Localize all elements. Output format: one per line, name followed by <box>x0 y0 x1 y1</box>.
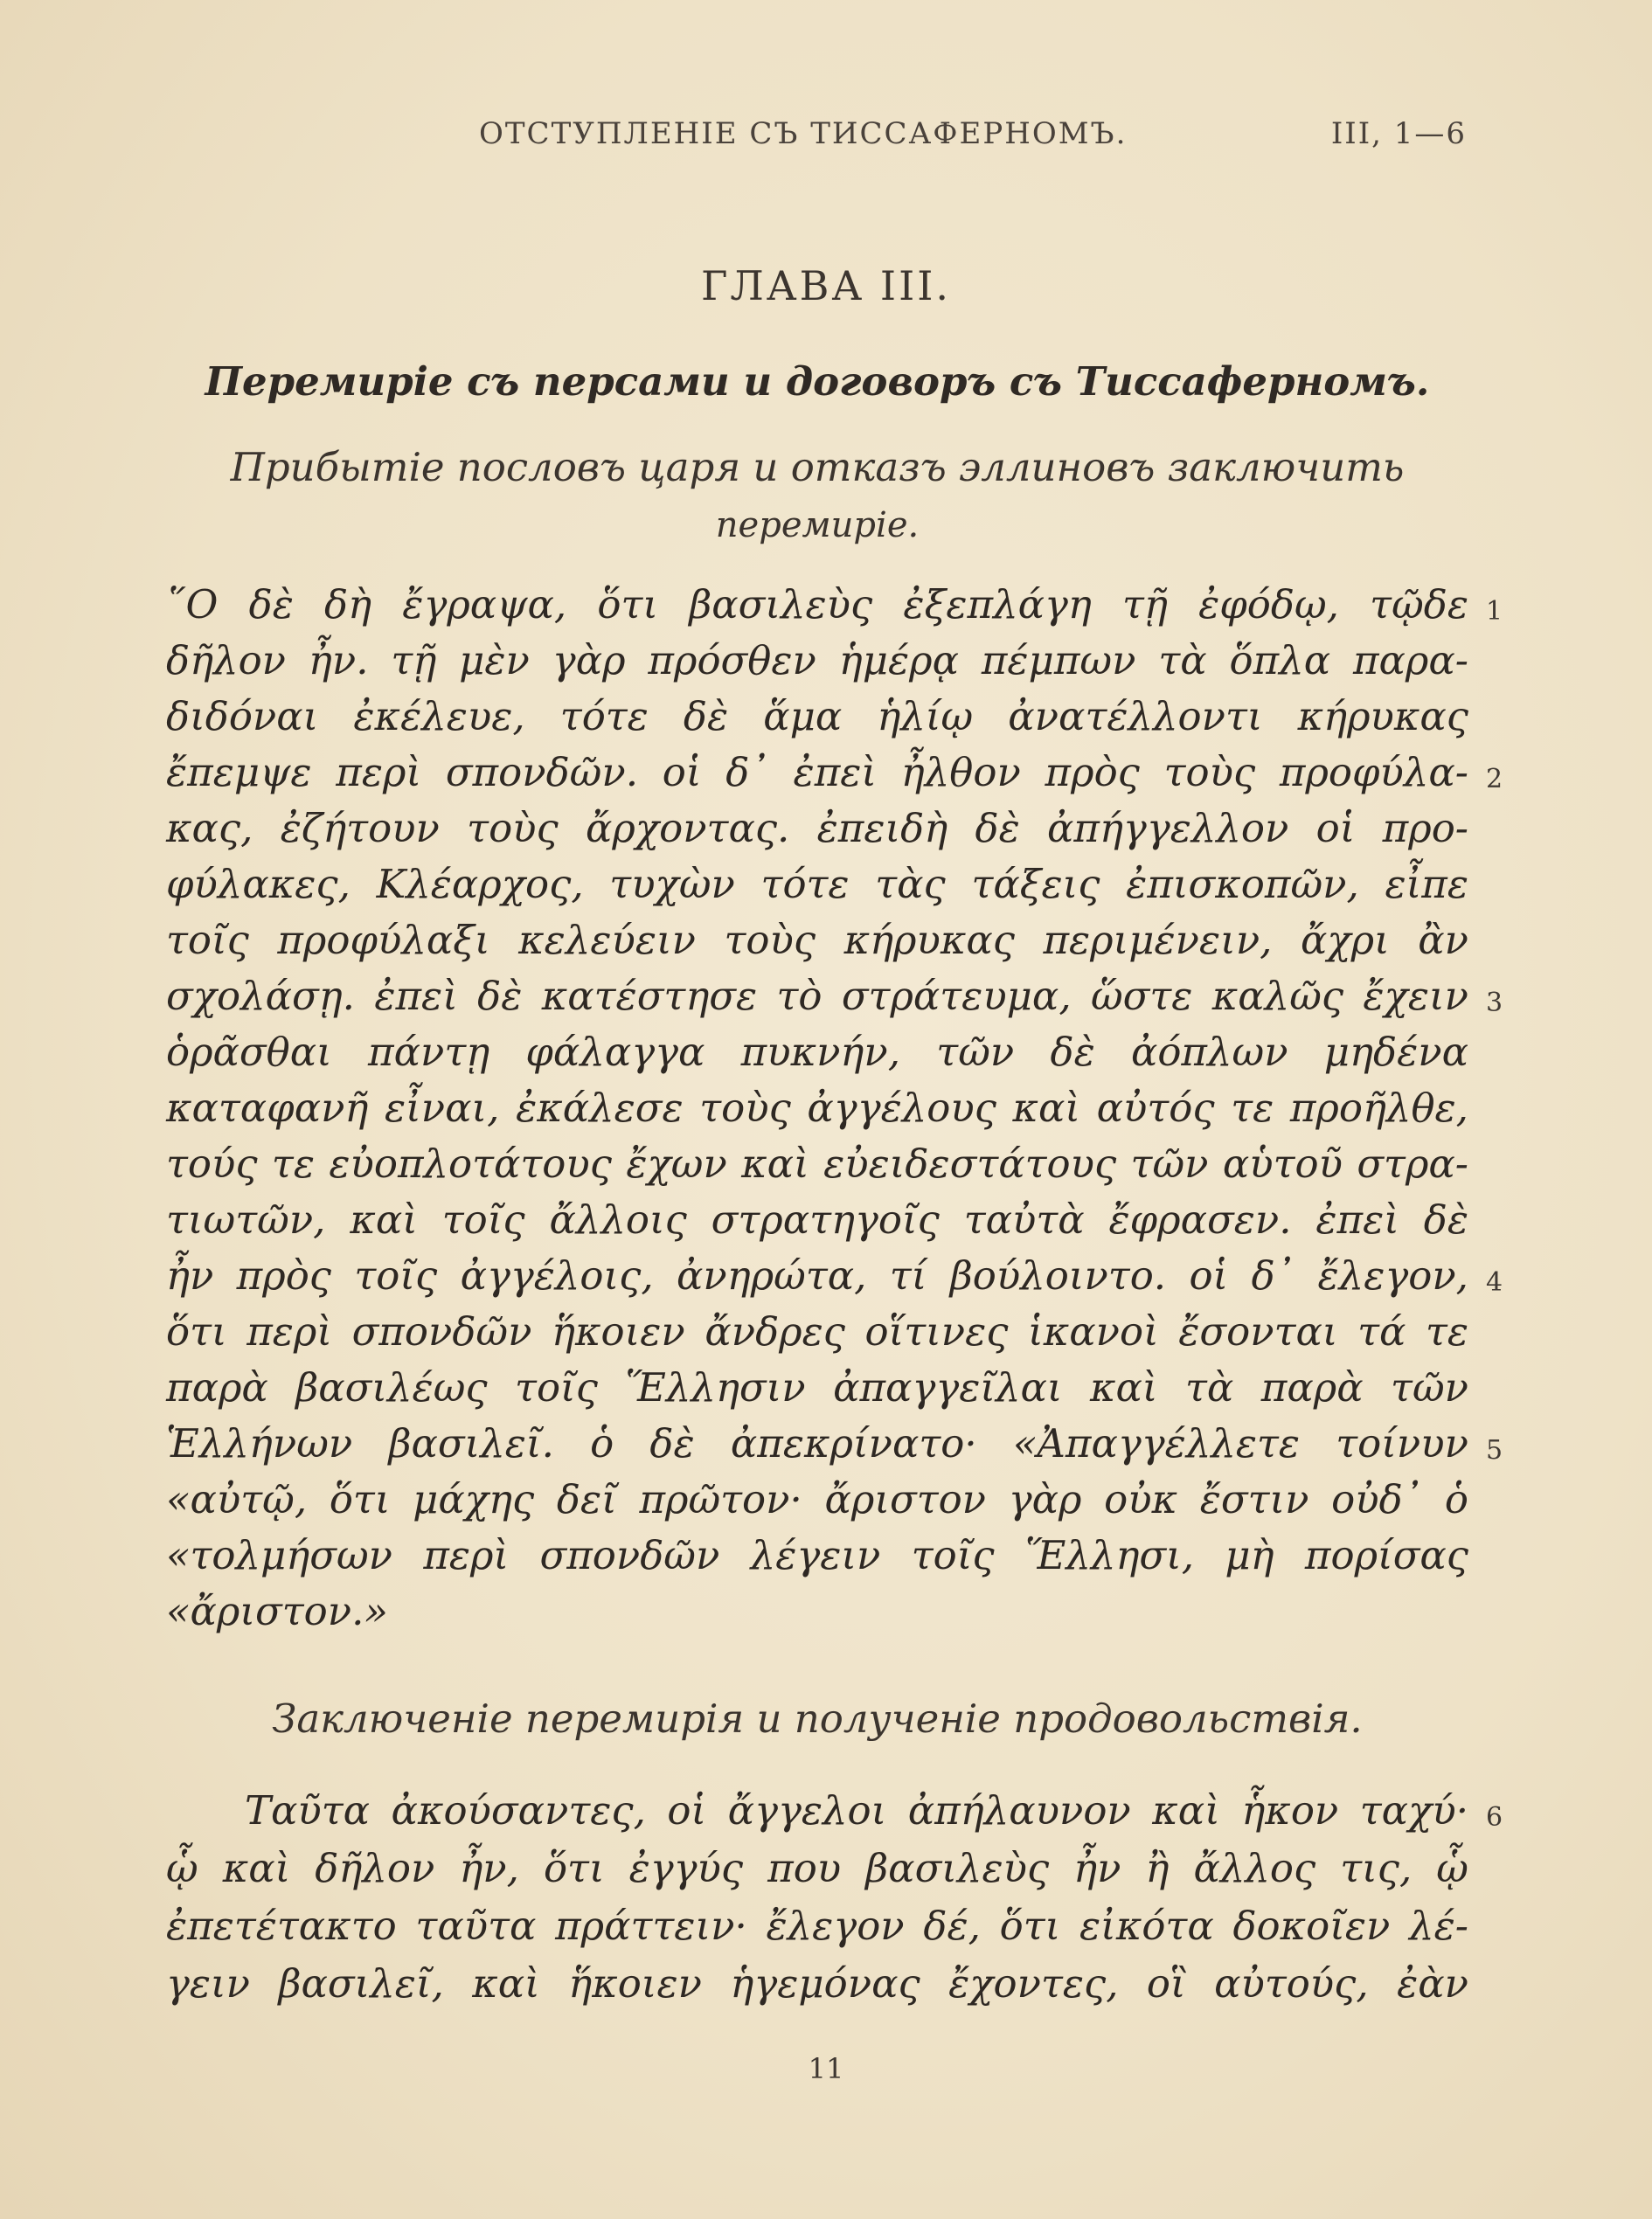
text-line: γειν βασιλεῖ, καὶ ἥκοιεν ἡγεμόνας ἔχοντες, οἳ αὐτούς, ἐὰν <box>166 1960 1468 2007</box>
margin-section-number: 1 <box>1486 596 1503 627</box>
text-line: τούς τε εὐοπλοτάτους ἔχων καὶ εὐειδεστάτους τῶν αὑτοῦ στρα- <box>166 1141 1468 1187</box>
running-head-title: ОТСТУПЛЕНІЕ СЪ ТИССАФЕРНОМЪ. <box>479 116 1128 151</box>
text-line: κας, ἐζήτουν τοὺς ἄρχοντας. ἐπειδὴ δὲ ἀπήγγελλον οἱ προ- <box>166 805 1468 851</box>
text-line: ἐπετέτακτο ταῦτα πράττειν· ἔλεγον δέ, ὅτι εἰκότα δοκοῖεν λέ- <box>166 1903 1468 1949</box>
text-line: ὅτι περὶ σπονδῶν ἥκοιεν ἄνδρες οἵτινες ἱκανοὶ ἔσονται τά τε <box>166 1308 1468 1355</box>
page-number: 11 <box>808 2052 844 2085</box>
chapter-title: ГЛАВА III. <box>700 262 952 309</box>
text-line: φύλακες, Κλέαρχος, τυχὼν τότε τὰς τάξεις ἐπισκοπῶν, εἶπε <box>166 861 1468 907</box>
margin-section-number: 6 <box>1486 1802 1503 1833</box>
text-line: Ταῦτα ἀκούσαντες, οἱ ἄγγελοι ἀπήλαυνον καὶ ἧκον ταχύ· <box>245 1787 1468 1834</box>
running-head-reference: III, 1—6 <box>1330 116 1467 151</box>
section-heading-line-1: Прибытіе пословъ царя и отказъ эллиновъ заключить <box>230 444 1405 490</box>
text-line: ῞Ο δὲ δὴ ἔγραψα, ὅτι βασιλεὺς ἐξεπλάγη τῇ ἐφόδῳ, τῷδε <box>166 581 1468 628</box>
text-line: καταφανῆ εἶναι, ἐκάλεσε τοὺς ἀγγέλους καὶ αὐτός τε προῆλθε, <box>166 1085 1468 1131</box>
text-line: τοῖς προφύλαξι κελεύειν τοὺς κήρυκας περιμένειν, ἄχρι ἂν <box>166 917 1468 963</box>
margin-section-number: 5 <box>1486 1435 1503 1466</box>
text-line: «τολμήσων περὶ σπονδῶν λέγειν τοῖς Ἕλλησι, μὴ πορίσας <box>166 1532 1468 1578</box>
text-line: διδόναι ἐκέλευε, τότε δὲ ἅμα ἡλίῳ ἀνατέλλοντι κήρυκας <box>166 693 1468 739</box>
section-heading-2: Заключеніе перемирія и полученіе продовольствія. <box>272 1695 1363 1742</box>
text-line: ὁρᾶσθαι πάντῃ φάλαγγα πυκνήν, τῶν δὲ ἀόπλων μηδένα <box>166 1029 1468 1075</box>
text-line: τιωτῶν, καὶ τοῖς ἄλλοις στρατηγοῖς ταὐτὰ ἔφρασεν. ἐπεὶ δὲ <box>166 1196 1468 1243</box>
chapter-subtitle: Перемиріе съ персами и договоръ съ Тиссаферномъ. <box>205 358 1430 405</box>
text-line: σχολάσῃ. ἐπεὶ δὲ κατέστησε τὸ στράτευμα, ὥστε καλῶς ἔχειν <box>166 973 1468 1019</box>
text-line: δῆλον ἦν. τῇ μὲν γὰρ πρόσθεν ἡμέρᾳ πέμπων τὰ ὅπλα παρα- <box>166 637 1468 683</box>
text-line: Ἑλλήνων βασιλεῖ. ὁ δὲ ἀπεκρίνατο· «Ἀπαγγέλλετε τοίνυν <box>166 1420 1468 1467</box>
margin-section-number: 3 <box>1486 988 1503 1018</box>
margin-section-number: 2 <box>1486 764 1503 794</box>
text-line: ἔπεμψε περὶ σπονδῶν. οἱ δ᾽ ἐπεὶ ἦλθον πρὸς τοὺς προφύλα- <box>166 749 1468 795</box>
text-line: ᾧ καὶ δῆλον ἦν, ὅτι ἐγγύς που βασιλεὺς ἦν ἢ ἄλλος τις, ᾧ <box>166 1845 1468 1891</box>
section-heading-line-2: перемиріе. <box>715 505 920 545</box>
text-line: «ἄριστον.» <box>166 1588 388 1634</box>
text-line: «αὐτῷ, ὅτι μάχης δεῖ πρῶτον· ἄριστον γὰρ οὐκ ἔστιν οὐδ᾽ ὁ <box>166 1476 1468 1522</box>
text-line: παρὰ βασιλέως τοῖς Ἕλλησιν ἀπαγγεῖλαι καὶ τὰ παρὰ τῶν <box>166 1364 1468 1411</box>
margin-section-number: 4 <box>1486 1267 1503 1298</box>
running-head <box>479 116 1467 160</box>
text-line: ἦν πρὸς τοῖς ἀγγέλοις, ἀνηρώτα, τί βούλοιντο. οἱ δ᾽ ἔλεγον, <box>166 1252 1468 1299</box>
